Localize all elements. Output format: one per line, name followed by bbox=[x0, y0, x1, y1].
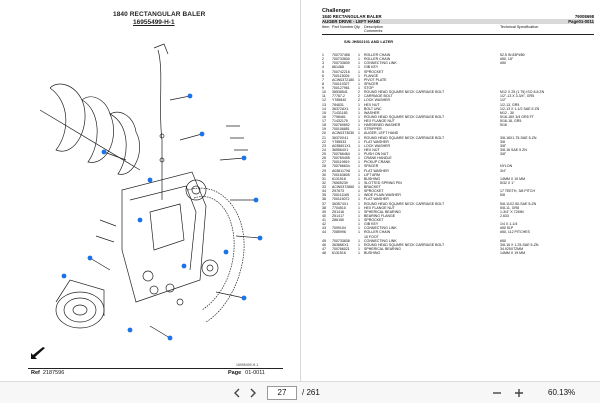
part-description: WASHER bbox=[364, 110, 380, 115]
doc-number: 79008698 bbox=[574, 14, 594, 19]
part-qty: 1 bbox=[358, 193, 360, 198]
footer-page bbox=[228, 370, 265, 376]
part-description: HEX NUT bbox=[364, 147, 380, 152]
part-qty: 1 bbox=[358, 222, 360, 227]
part-qty: 1 bbox=[358, 86, 360, 90]
part-item-number: 25 bbox=[322, 152, 326, 156]
part-description: SPHERICAL BEARING bbox=[364, 246, 401, 251]
part-item-number: 44 bbox=[322, 230, 326, 235]
part-description: HEX NUT bbox=[364, 102, 380, 107]
part-spec: 34.925X72MM bbox=[500, 246, 524, 251]
part-qty: 1 bbox=[358, 127, 360, 132]
part-qty: 1 bbox=[358, 168, 360, 173]
part-qty: 2 bbox=[358, 98, 360, 103]
part-description: SPHERICAL BEARING bbox=[364, 209, 401, 214]
part-description: HEX FLANGE NUT bbox=[364, 205, 395, 210]
part-item-number: 21 bbox=[322, 135, 326, 140]
diagram-code: 16955499-H-1 bbox=[236, 363, 259, 367]
part-item-number: 20 bbox=[322, 131, 326, 136]
part-number: 700115026 bbox=[332, 73, 350, 78]
part-qty: 1 bbox=[358, 77, 360, 82]
chevron-left-icon[interactable] bbox=[230, 386, 244, 400]
part-number: Z86150 bbox=[332, 218, 345, 222]
part-qty: 1 bbox=[358, 201, 360, 206]
page-number-input[interactable]: 27 bbox=[267, 386, 297, 400]
part-number: 36372AX1 bbox=[332, 106, 349, 111]
part-spec: 3/4" bbox=[500, 168, 507, 173]
part-qty: 1 bbox=[358, 164, 360, 169]
part-qty: 1 bbox=[358, 189, 360, 194]
part-number: 7085996 bbox=[332, 230, 346, 235]
part-number: 700163605 bbox=[332, 172, 350, 177]
part-qty: 1 bbox=[358, 238, 360, 243]
part-qty: 1 bbox=[358, 160, 360, 165]
part-number: 700737458 bbox=[332, 53, 350, 57]
part-item-number: 16 bbox=[322, 114, 326, 119]
part-number: 700766634 bbox=[332, 164, 350, 169]
part-number: 6131516 bbox=[332, 176, 346, 181]
col-item: Item bbox=[322, 25, 330, 30]
part-item-number: 34 bbox=[322, 189, 326, 194]
part-description: 10 FOOT bbox=[364, 234, 379, 239]
part-spec: 1/2" bbox=[500, 98, 507, 103]
part-number: 700766021 bbox=[332, 246, 350, 251]
part-spec: #50, 112 PITCHES bbox=[500, 230, 530, 235]
part-number: A036117X6 bbox=[332, 168, 351, 173]
part-spec: 3/8-16 X 1.25-SAE 5-ZN bbox=[500, 242, 539, 247]
part-number: 38538541 bbox=[332, 90, 348, 95]
part-description: GIB KEY bbox=[364, 222, 379, 227]
serial-range: S/N JHS02101 AND LATER bbox=[344, 39, 394, 45]
part-description: CONNECTING LINK bbox=[364, 226, 397, 231]
part-description: BUSHING bbox=[364, 251, 381, 255]
part-qty: 1 bbox=[358, 110, 360, 115]
part-item-number: 23 bbox=[322, 143, 326, 148]
part-item-number: 1 bbox=[322, 53, 324, 57]
part-description: GIB KEY bbox=[364, 65, 379, 70]
part-number: 700106851 bbox=[332, 127, 350, 132]
part-qty: 1 bbox=[358, 114, 360, 119]
part-description: SPROCKET bbox=[364, 218, 384, 222]
part-item-number: 13 bbox=[322, 102, 326, 107]
footer-ref-label: Ref bbox=[31, 370, 40, 376]
part-description: BEARING FLANGE bbox=[364, 213, 396, 218]
part-qty: 1 bbox=[358, 57, 360, 62]
part-description: ROUND HEAD SQUARE NECK CARRIAGE BOLT bbox=[364, 114, 445, 119]
part-number: 700115072 bbox=[332, 197, 350, 202]
part-number: 36370X41 bbox=[332, 135, 349, 140]
part-qty: 1 bbox=[358, 213, 360, 218]
part-qty: 1 bbox=[358, 218, 360, 222]
part-qty: 1 bbox=[358, 205, 360, 210]
part-qty: 1 bbox=[358, 242, 360, 247]
part-item-number: 11 bbox=[322, 94, 326, 99]
section-row bbox=[322, 19, 594, 24]
part-spec: #50 bbox=[500, 61, 506, 66]
part-description: SPACER bbox=[364, 81, 379, 86]
part-item-number: 2 bbox=[322, 57, 324, 62]
part-spec: 14MM X 19 MM bbox=[500, 251, 526, 255]
section-page-ref: Page01-0011 bbox=[568, 19, 594, 25]
footer-page-value: 01-0011 bbox=[245, 370, 265, 376]
part-qty: 1 bbox=[358, 251, 360, 255]
part-item-number: 10 bbox=[322, 90, 326, 95]
part-number: 700119819 bbox=[332, 160, 350, 165]
part-spec: NYLON bbox=[500, 164, 513, 169]
part-item-number: 3 bbox=[322, 61, 324, 66]
part-item-number: 45 bbox=[322, 238, 326, 243]
part-description: BOLT UNC bbox=[364, 106, 382, 111]
part-qty: 1 bbox=[358, 176, 360, 181]
part-spec: 3/8-16X1.75-SAE 5-ZN bbox=[500, 135, 537, 140]
part-qty: 1 bbox=[358, 53, 360, 57]
part-number: ACW0373030 bbox=[332, 131, 355, 136]
part-qty: 1 bbox=[358, 106, 360, 111]
part-number: 700769495 bbox=[332, 156, 350, 161]
part-description: ROUND HEAD SQUARE NECK CARRIAGE BOLT bbox=[364, 242, 445, 247]
zoom-out-icon[interactable] bbox=[490, 386, 504, 400]
diagram-title: 1840 RECTANGULAR BALER bbox=[113, 11, 206, 18]
part-qty: 1 bbox=[358, 180, 360, 185]
part-item-number: 41 bbox=[322, 218, 326, 222]
part-qty: 1 bbox=[358, 61, 360, 66]
part-spec: 14MM X 19 MM bbox=[500, 176, 526, 181]
part-number: Z51416 bbox=[332, 209, 345, 214]
part-spec: 1-3/4" X 72MM bbox=[500, 209, 524, 214]
col-desc bbox=[364, 25, 500, 33]
part-item-number: 19 bbox=[322, 127, 326, 132]
part-spec: 2.633 bbox=[500, 213, 509, 218]
page-total: / 261 bbox=[302, 388, 320, 397]
parts-list-header bbox=[322, 8, 594, 47]
part-item-number: 18 bbox=[322, 123, 326, 128]
part-item-number: 42 bbox=[322, 222, 326, 227]
part-item-number: 24 bbox=[322, 147, 326, 152]
part-description: LIFT ARM bbox=[364, 172, 380, 177]
part-item-number: 43 bbox=[322, 226, 326, 231]
part-item-number: 30 bbox=[322, 172, 326, 177]
part-number: 700769692 bbox=[332, 123, 350, 128]
part-number: 365564X1 bbox=[332, 147, 349, 152]
part-description: WIDE PLAIN WASHER bbox=[364, 193, 401, 198]
part-description: BRACKET bbox=[364, 185, 381, 189]
part-spec: M12 - 30 bbox=[500, 110, 514, 115]
exploded-parts-diagram bbox=[30, 40, 285, 355]
part-number: 36386KX1 bbox=[332, 242, 349, 247]
part-number: Z51417 bbox=[332, 213, 345, 218]
part-item-number: 33 bbox=[322, 185, 326, 189]
orientation-arrow-icon bbox=[30, 346, 46, 360]
part-number: 700733839 bbox=[332, 61, 350, 66]
part-qty: 1 bbox=[358, 131, 360, 136]
part-item-number: 39 bbox=[322, 209, 326, 214]
part-item-number: 12 bbox=[322, 98, 326, 103]
part-qty: 1 bbox=[358, 185, 360, 189]
part-item-number: 22 bbox=[322, 139, 326, 144]
part-qty: 1 bbox=[358, 209, 360, 214]
part-description: ROUND HEAD SQUARE NECK CARRIAGE BOLT bbox=[364, 135, 445, 140]
part-item-number: 38 bbox=[322, 205, 326, 210]
part-description: SPROCKET bbox=[364, 189, 384, 194]
part-item-number: 31 bbox=[322, 176, 326, 181]
zoom-in-icon[interactable] bbox=[512, 386, 526, 400]
part-number: 71431183 bbox=[332, 110, 348, 115]
part-item-number: 48 bbox=[322, 251, 326, 255]
part-spec: 5/8-11X2.50-SAE 5-ZN bbox=[500, 201, 537, 206]
part-description: BUSHING bbox=[364, 176, 381, 181]
part-qty: 1 bbox=[358, 156, 360, 161]
part-item-number: 5 bbox=[322, 69, 324, 74]
column-headers bbox=[322, 25, 594, 33]
part-number: 7099154 bbox=[332, 226, 346, 231]
part-description: SPACER bbox=[364, 164, 379, 169]
part-item-number: 6 bbox=[322, 73, 324, 78]
part-item-number: 26 bbox=[322, 156, 326, 161]
part-number: 784831 bbox=[332, 102, 344, 107]
part-number: 700127961 bbox=[332, 86, 350, 90]
part-number: 363574X1 bbox=[332, 201, 349, 206]
part-description: FLANGE bbox=[364, 73, 379, 78]
part-description: FLAT WASHER bbox=[364, 139, 389, 144]
part-number: ACW0372180 bbox=[332, 77, 355, 82]
part-spec: 3/8" bbox=[500, 143, 507, 148]
part-item-number: 29 bbox=[322, 168, 326, 173]
part-qty: 1 bbox=[358, 147, 360, 152]
part-description: LOCK WASHER bbox=[364, 143, 391, 148]
part-item-number: 4 bbox=[322, 65, 324, 70]
part-item-number: 46 bbox=[322, 242, 326, 247]
part-description: ROLLER CHAIN bbox=[364, 57, 391, 62]
part-qty: 1 bbox=[358, 119, 360, 123]
part-number: A035601X1 bbox=[332, 143, 351, 148]
part-number: 700733838 bbox=[332, 238, 350, 243]
part-number: 700742216 bbox=[332, 69, 350, 74]
col-qty: Qty bbox=[354, 25, 360, 30]
part-item-number: 37 bbox=[322, 201, 326, 206]
part-spec: 17 TEETH, 3/8 PITCH bbox=[500, 189, 536, 194]
part-spec: 5/32 X 1" bbox=[500, 180, 515, 185]
part-spec: 3/8-16 SAE 5 ZN bbox=[500, 147, 527, 152]
part-number: 700119327 bbox=[332, 81, 350, 86]
part-qty: 1 bbox=[358, 197, 360, 202]
part-description: STOP bbox=[364, 86, 374, 90]
part-description: SLOTTED SPRING PIN bbox=[364, 180, 402, 185]
part-item-number: 14 bbox=[322, 106, 326, 111]
part-description: LOCK WASHER bbox=[364, 98, 391, 103]
part-qty: 1 bbox=[358, 143, 360, 148]
part-description: HEX FLANGE NUT bbox=[364, 119, 395, 123]
col-part: Part Number bbox=[332, 25, 354, 30]
part-spec: 5/16-18X 3/4 GR5 FT bbox=[500, 114, 534, 119]
part-item-number: 9 bbox=[322, 86, 324, 90]
part-description: FLAT WASHER bbox=[364, 197, 389, 202]
part-spec: 5/16-18, GR5 bbox=[500, 119, 522, 123]
part-number: Y785840 bbox=[332, 98, 347, 103]
part-qty: 1 bbox=[358, 230, 360, 235]
part-qty: 1 bbox=[358, 246, 360, 251]
part-description: PIVOT PLATE bbox=[364, 77, 387, 82]
parts-list-title: 1840 RECTANGULAR BALER bbox=[322, 14, 382, 19]
parts-row bbox=[322, 251, 594, 255]
part-item-number: 40 bbox=[322, 213, 326, 218]
part-number: 7704510 bbox=[332, 205, 346, 210]
part-item-number: 27 bbox=[322, 160, 326, 165]
part-qty: 2 bbox=[358, 90, 360, 95]
part-item-number: 15 bbox=[322, 110, 326, 115]
part-qty: 1 bbox=[358, 152, 360, 156]
col-desc-label: Description bbox=[364, 25, 383, 30]
part-qty: 1 bbox=[358, 172, 360, 177]
footer-rule bbox=[28, 368, 283, 369]
part-description: PICKUP CRANK bbox=[364, 160, 391, 165]
part-spec: #50, 18" bbox=[500, 57, 514, 62]
part-spec: 52.5 IN 83P#50 bbox=[500, 53, 525, 57]
part-spec: 3/8" bbox=[500, 152, 507, 156]
part-qty: 1 bbox=[358, 81, 360, 86]
part-description: SPROCKET bbox=[364, 69, 384, 74]
part-item-number: 7 bbox=[322, 77, 324, 82]
part-spec: M12 X 25 (1.75) ISO 8.8 ZN bbox=[500, 90, 545, 95]
part-number: 700733830 bbox=[332, 57, 350, 62]
viewer-toolbar bbox=[0, 381, 600, 403]
part-number: Y785533 bbox=[332, 139, 347, 144]
footer-page-label: Page bbox=[228, 370, 242, 376]
part-description: CARRIAGE BOLT bbox=[364, 94, 393, 99]
chevron-right-icon[interactable] bbox=[246, 386, 260, 400]
part-number: 7798461 bbox=[332, 114, 346, 119]
part-spec: 3/8 bbox=[500, 139, 505, 144]
footer-ref bbox=[31, 370, 64, 376]
part-spec: 5/8 bbox=[500, 193, 505, 198]
part-number: 700111165 bbox=[332, 193, 349, 198]
part-description: ROUND HEAD SQUARE NECK CARRIAGE BOLT bbox=[364, 201, 445, 206]
part-spec: 1/2"-13 X 3.3/4", GR5 bbox=[500, 94, 535, 99]
part-qty: 1 bbox=[358, 135, 360, 140]
part-spec: 1/4 X 1-1/4 bbox=[500, 222, 518, 227]
part-number: 6131516 bbox=[332, 251, 346, 255]
part-number: Z97673 bbox=[332, 189, 345, 194]
part-spec: 5/8-11, GR8 bbox=[500, 205, 520, 210]
footer-ref-value: 2187596 bbox=[42, 370, 65, 376]
part-spec: 1/2-13 X 1-1/2 SAE 5 ZN bbox=[500, 106, 540, 111]
part-description: AUGER, LEFT HAND bbox=[364, 131, 399, 136]
part-number: 861468 bbox=[332, 65, 344, 70]
section-name: AUGER DRIVE - LEFT HAND bbox=[322, 19, 381, 25]
part-qty: 1 bbox=[358, 69, 360, 74]
part-item-number: 35 bbox=[322, 193, 326, 198]
part-spec: 5/16 bbox=[500, 123, 507, 128]
part-description: CONNECTING LINK bbox=[364, 238, 397, 243]
part-number: ACW0372860 bbox=[332, 185, 355, 189]
part-number: 700766464 bbox=[332, 152, 350, 156]
parts-list bbox=[322, 53, 594, 255]
part-qty: 1 bbox=[358, 139, 360, 144]
part-item-number: 28 bbox=[322, 164, 326, 169]
part-description: ROUND HEAD SQUARE NECK CARRIAGE BOLT bbox=[364, 90, 445, 95]
part-item-number: 17 bbox=[322, 119, 326, 123]
part-description: HARDENED WASHER bbox=[364, 123, 401, 128]
part-description: FLAT WASHER bbox=[364, 168, 389, 173]
part-description: ROLLER CHAIN bbox=[364, 230, 391, 235]
part-item-number: 32 bbox=[322, 180, 326, 185]
part-description: PUSH ON NUT bbox=[364, 152, 389, 156]
part-description: STRIPPER bbox=[364, 127, 382, 132]
part-description: CRANK HANDLE bbox=[364, 156, 392, 161]
zoom-level: 60.13% bbox=[548, 388, 576, 397]
part-description: ROLLER CHAIN bbox=[364, 53, 391, 57]
part-spec: #50 51P bbox=[500, 226, 514, 231]
part-qty: 1 bbox=[358, 102, 360, 107]
part-qty: 1 bbox=[358, 73, 360, 78]
col-spec: Technical Specification bbox=[500, 25, 539, 30]
brand-name: Challenger bbox=[322, 8, 351, 14]
part-item-number: 8 bbox=[322, 81, 324, 86]
col-comments-label: Comments bbox=[364, 29, 383, 34]
part-qty: 2 bbox=[358, 94, 360, 99]
diagram-part-number: 16955499-H-1 bbox=[133, 19, 175, 26]
part-item-number: 47 bbox=[322, 246, 326, 251]
part-description: CONNECTING LINK bbox=[364, 61, 397, 66]
part-item-number: 36 bbox=[322, 197, 326, 202]
part-number: 71432179 bbox=[332, 119, 348, 123]
part-number: 77787-2 bbox=[332, 94, 346, 99]
part-spec: 1/2-13, GR5 bbox=[500, 102, 520, 107]
part-qty: 1 bbox=[358, 123, 360, 128]
part-spec: #50 bbox=[500, 238, 506, 243]
header-rule bbox=[322, 34, 594, 35]
part-number: 76505239 bbox=[332, 180, 348, 185]
part-qty: 1 bbox=[358, 65, 360, 70]
part-qty: 1 bbox=[358, 226, 360, 231]
